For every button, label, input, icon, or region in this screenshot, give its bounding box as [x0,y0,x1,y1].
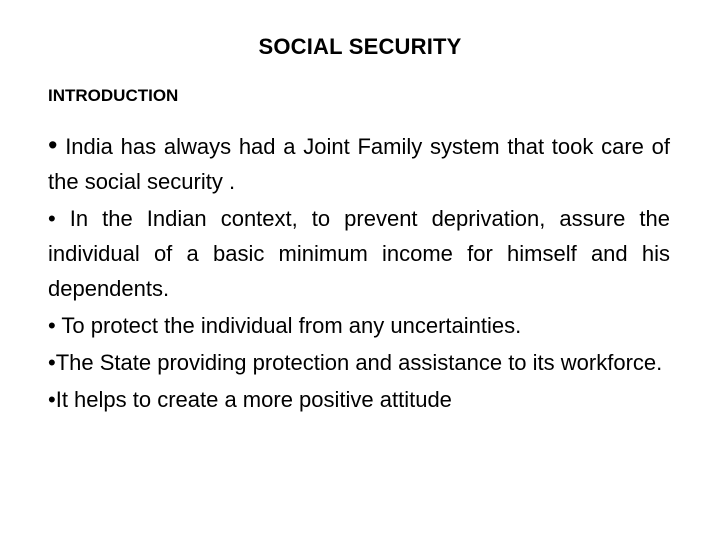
bullet-text: In the Indian context, to prevent deprivation, assure the individual of a basic minimum income for himself and his dependents. [48,206,670,301]
bullet-item [48,308,670,343]
bullet-item [48,382,670,417]
bullet-marker: • [48,206,56,231]
bullet-text: It helps to create a more positive attitude [55,387,452,412]
bullet-item [48,201,670,306]
bullet-marker: • [48,313,56,338]
bullet-marker: • [48,350,56,375]
bullet-item [48,345,670,380]
bullet-text: India has always had a Joint Family system that took care of the social security . [48,134,670,194]
bullet-marker: • [48,387,56,412]
bullet-text: To protect the individual from any uncertainties. [55,313,522,338]
bullet-list [48,128,670,419]
bullet-item [48,128,670,199]
section-heading: INTRODUCTION [48,86,179,105]
bullet-text: The State providing protection and assistance to its workforce. [55,350,663,375]
page-title: SOCIAL SECURITY [258,34,462,59]
bullet-marker: • [48,130,58,160]
